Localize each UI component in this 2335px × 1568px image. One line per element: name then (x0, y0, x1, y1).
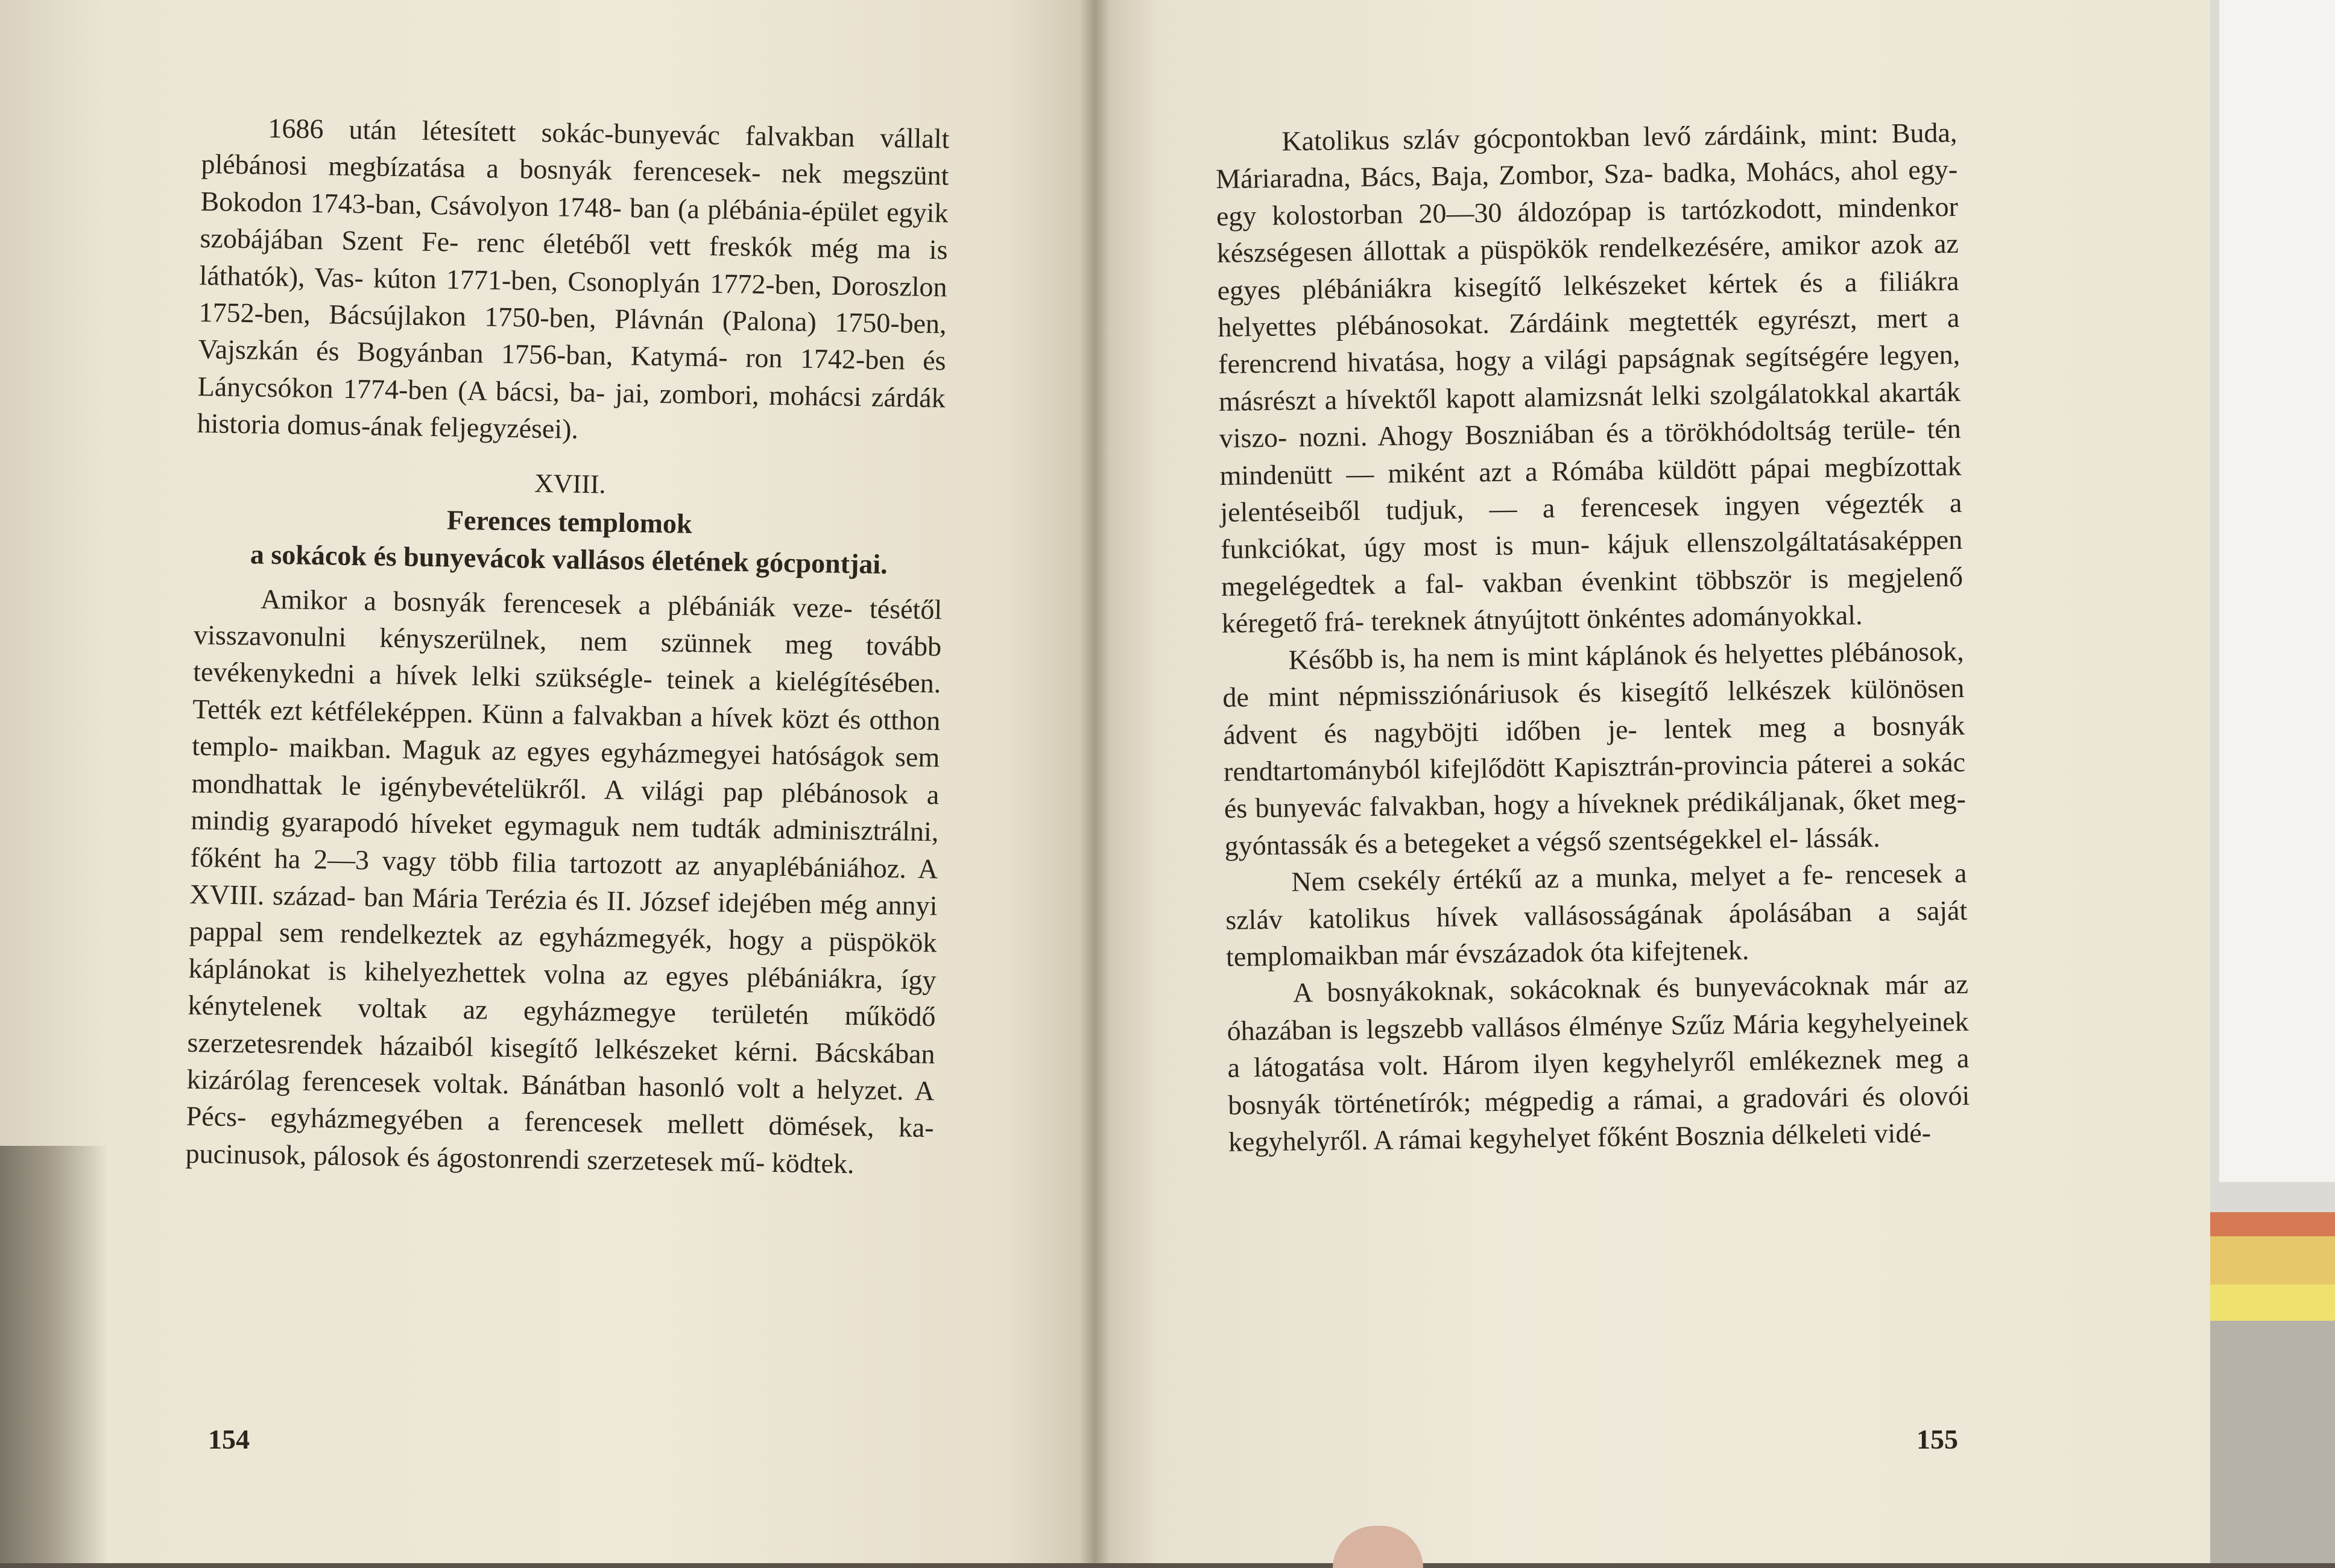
thumb-shadow (0, 1146, 109, 1563)
page-number-right: 155 (1916, 1424, 1958, 1455)
left-paragraph-1: 1686 után létesített sokác-bunyevác falvakban vállalt plébánosi megbízatása a bosnyák ferencesek- nek megszünt Bokodon 1743-ban, Csávolyon 1748- ban (a plébánia-épület egyik szobájában Szent Fe- renc életéből vett freskók még ma is láthatók), Vas- kúton 1771-ben, Csonoplyán 1772-ben, Doroszlon 1752-ben, Bácsújlakon 1750-ben, Plávnán (Palona) 1750-ben, Vajszkán és Bogyánban 1756-ban, Katymá- ron 1742-ben és Lánycsókon 1774-ben (A bácsi, ba- jai, zombori, mohácsi zárdák historia domus-ának feljegyzései). (197, 112, 950, 445)
right-paragraph-3: Nem csekély értékű az a munka, melyet a fe- rencesek a szláv katolikus hívek vallásosságának ápolásában a saját templomaikban már évszázadok óta kifejtenek. (1225, 857, 1968, 972)
book-gutter (1079, 0, 1110, 1563)
chapter-heading-line-2: a sokácok és bunyevácok vallásos életének gócpontjai. (250, 539, 888, 580)
background-stripe-yellow (2210, 1236, 2335, 1285)
right-paragraph-1: Katolikus szláv gócpontokban levő zárdáink, mint: Buda, Máriaradna, Bács, Baja, Zombor, Sza- badka, Mohács, ahol egy-egy kolostorban 20—30 áldozópap is tartózkodott, mindenkor készségesen állottak a püspökök rendelkezésére, amikor azok az egyes plébániákra kisegítő lelkészeket kértek és a filiákra helyettes plébánosokat. Zárdáink megtették egyrészt, mert a ferencrend hivatása, hogy a világi papságnak segítségére legyen, másrészt a hívektől kapott alamizsnát lelki szolgálatokkal akarták viszo- nozni. Ahogy Boszniában és a törökhódoltság terüle- tén mindenütt — miként azt a Rómába küldött pápai megbízottak jelentéseiből tudjuk, — a ferencesek ingyen végezték a funkciókat, úgy most is mun- kájuk ellenszolgáltatásaképpen megelégedtek a fal- vakban évenkint többször is megjelenő kéregető frá- tereknek átnyújtott önkéntes adományokkal. (1215, 116, 1964, 639)
chapter-number: XVIII. (534, 468, 606, 499)
chapter-heading-line-1: Ferences templomok (446, 504, 693, 539)
page-number-left: 154 (208, 1424, 250, 1455)
background-stripe-lightyellow (2210, 1285, 2335, 1321)
background-white-sheet (2219, 0, 2335, 1182)
right-paragraph-2: Később is, ha nem is mint káplánok és helyettes plébánosok, de mint népmissziónáriusok és kisegítő lelkészek különösen ádvent és nagyböjti időben je- lentek meg a bosnyák rendtartományból kifejlődött Kapisztrán-provincia páterei a sokác és bunyevác falvakban, hogy a híveknek prédikáljanak, őket meg- gyóntassák és a betegeket a végső szentségekkel el- lássák. (1222, 635, 1967, 861)
right-paragraph-4: A bosnyákoknak, sokácoknak és bunyevácoknak már az óhazában is legszebb vallásos élménye Szűz Mária kegyhelyeinek a látogatása volt. Három ilyen kegyhelyről emlékeznek meg a bosnyák történetírók; mégpedig a rámai, a gradovári és olovói kegyhelyről. A rámai kegyhelyet főként Bosznia délkeleti vidé- (1227, 969, 1970, 1157)
background-stripe-orange (2210, 1212, 2335, 1236)
left-paragraph-2: Amikor a bosnyák ferencesek a plébániák veze- tésétől visszavonulni kényszerülnek, nem szünnek meg tovább tevékenykedni a hívek lelki szükségle- teinek a kielégítésében. Tették ezt kétféleképpen. Künn a falvakban a hívek közt és otthon templo- maikban. Maguk az egyes egyházmegyei hatóságok sem mondhattak le igénybevételükről. A világi pap plébánosok a mindig gyarapodó híveket egymaguk nem tudták adminisztrálni, főként ha 2—3 vagy több filia tartozott az anyaplébániához. A XVIII. század- ban Mária Terézia és II. József idejében még annyi pappal sem rendelkeztek az egyházmegyék, hogy a püspökök káplánokat is kihelyezhettek volna az egyes plébániákra, így kénytelenek voltak az egyházmegye területén működő szerzetesrendek házaiból kisegítő lelkészeket kérni. Bácskában kizárólag ferencesek voltak. Bánátban hasonló volt a helyzet. A Pécs- egyházmegyében a ferencesek mellett dömések, ka- pucinusok, pálosok és ágostonrendi szerzetesek mű- ködtek. (185, 583, 943, 1179)
left-page-text (185, 109, 950, 1183)
background-bottom (2210, 1321, 2335, 1563)
right-page-text (1215, 114, 1970, 1160)
